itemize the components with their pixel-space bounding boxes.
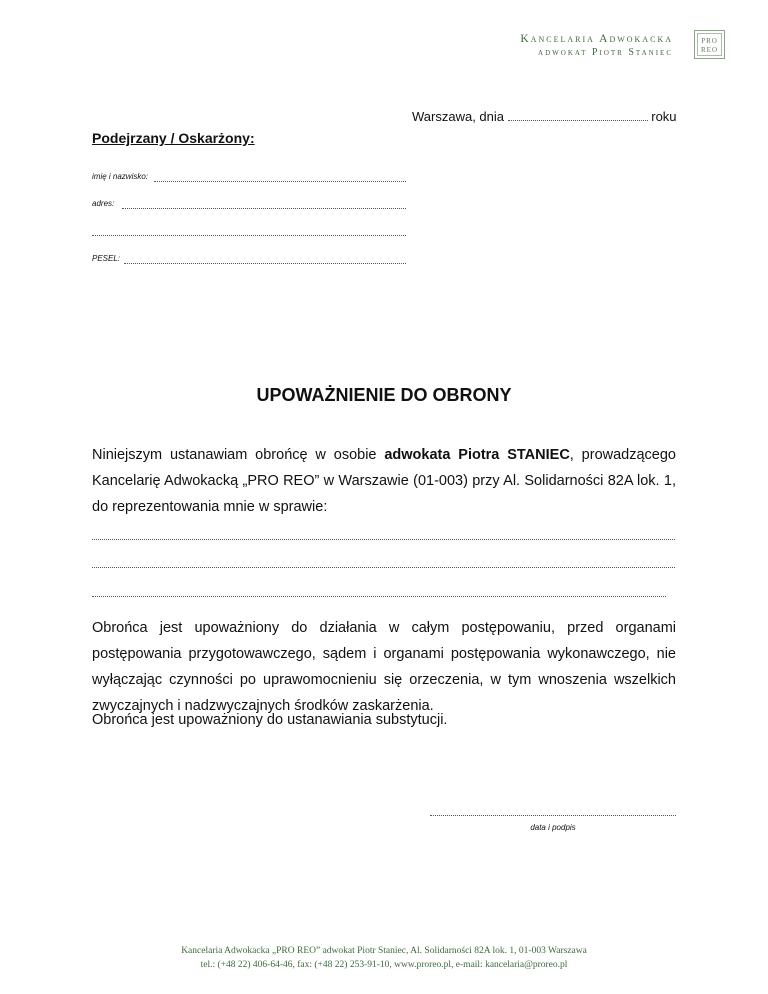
address-field-row <box>92 199 406 208</box>
pesel-field-row <box>92 254 406 263</box>
firm-header <box>520 32 673 59</box>
logo-line-1: PRO <box>701 37 718 45</box>
footer-contact: tel.: (+48 22) 406-64-46, fax: (+48 22) 253-91-10, www.proreo.pl, e-mail: kancelaria@proreo.pl <box>200 960 568 970</box>
pesel-label: PESEL: <box>92 254 121 263</box>
name-field[interactable] <box>154 181 406 182</box>
lawyer-name: adwokata Piotra STANIEC <box>384 447 570 463</box>
firm-name: Kancelaria Adwokacka <box>520 33 673 45</box>
case-line-1[interactable] <box>92 539 675 540</box>
firm-lawyer: adwokat Piotr Staniec <box>538 47 673 58</box>
place-date-prefix: Warszawa, dnia <box>412 109 504 124</box>
signature-line[interactable] <box>430 815 676 816</box>
place-date-suffix: roku <box>651 109 677 124</box>
date-field[interactable] <box>508 109 648 121</box>
substitution-paragraph: Obrońca jest upoważniony do ustanawiania substytucji. <box>92 712 448 728</box>
pesel-field[interactable] <box>124 263 406 264</box>
name-label: imię i nazwisko: <box>92 172 149 181</box>
name-field-row <box>92 172 406 181</box>
pro-reo-logo <box>694 30 725 59</box>
document-title: UPOWAŻNIENIE DO OBRONY <box>256 385 512 405</box>
logo-line-2: REO <box>701 46 718 54</box>
address-field[interactable] <box>122 208 406 209</box>
authorization-paragraph <box>92 442 676 520</box>
page-footer <box>0 944 768 972</box>
case-line-2[interactable] <box>92 567 675 568</box>
para1-end: , prowadzącego Kancelarię Adwokacką „PRO REO” w Warszawie (01-003) przy Al. Solidarności 82A lok. 1, do reprezentowania mnie w sprawie: <box>92 447 676 515</box>
scope-paragraph: Obrońca jest upoważniony do działania w całym postępowaniu, przed organami postępowania przygotowawczego, sądem i organami postępowania wykonawczego, nie wyłączając czynności po uprawomocnieniu się orzeczenia, w tym wnoszenia wszelkich zwyczajnych i nadzwyczajnych środków zaskarżenia. <box>92 620 676 714</box>
signature-label: data i podpis <box>530 823 576 832</box>
address-label: adres: <box>92 199 115 208</box>
case-line-3[interactable] <box>92 596 666 597</box>
address-field-2[interactable] <box>92 235 406 236</box>
logo-text <box>697 33 722 56</box>
para1-start: Niniejszym ustanawiam obrońcę w osobie <box>92 447 385 463</box>
place-date-line <box>412 109 677 124</box>
suspect-heading: Podejrzany / Oskarżony: <box>92 130 255 146</box>
footer-address: Kancelaria Adwokacka „PRO REO” adwokat Piotr Staniec, Al. Solidarności 82A lok. 1, 01-003 Warszawa <box>181 946 587 956</box>
